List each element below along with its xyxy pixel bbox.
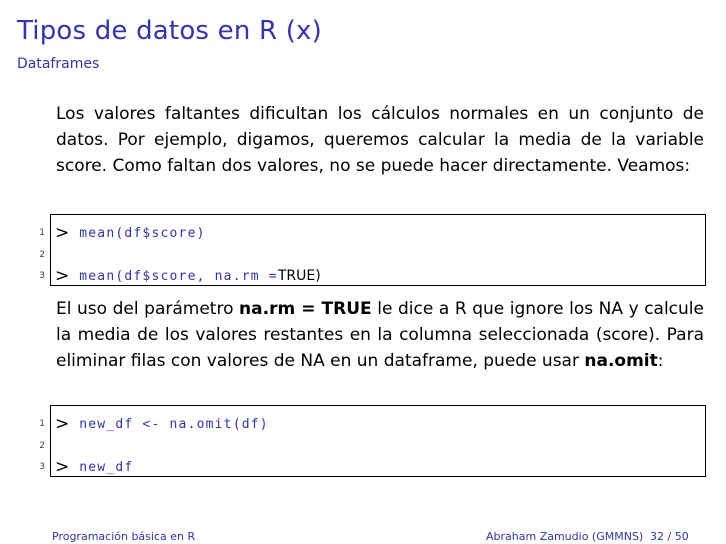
code-line [39, 413, 269, 435]
slide-subtitle: Dataframes [17, 56, 100, 72]
code-text: new_df [79, 459, 134, 475]
footer-course: Programación básica en R [52, 530, 196, 543]
line-number: 2 [39, 250, 45, 260]
text-part: : [657, 351, 664, 371]
slide-title: Tipos de datos en R (x) [17, 16, 322, 46]
line-number: 3 [39, 271, 45, 281]
footer-page-number: 32 / 50 [650, 530, 689, 543]
code-text: mean(df$score, na.rm = [79, 268, 278, 284]
line-number: 1 [39, 228, 45, 238]
line-number: 2 [39, 441, 45, 451]
code-text: mean(df$score) [79, 225, 206, 241]
code-line [39, 222, 206, 244]
footer-author: Abraham Zamudio (GMMNS) [486, 530, 644, 543]
text-part: le dice a R que ignore los NA y calcule la media de los valores restantes en la columna seleccionada (score). Para eliminar filas con valores de NA en un dataframe, puede usar [56, 299, 704, 371]
code-block-naomit [39, 405, 706, 477]
line-number: 3 [39, 462, 45, 472]
code-block-mean [39, 214, 706, 286]
paragraph-intro-text: Los valores faltantes dificultan los cálculos normales en un conjunto de datos. Por ejemplo, digamos, queremos calcular la media de la variable score. Como faltan dos valores, no se puede hacer directamente. Veamos: [56, 104, 704, 176]
code-text-true: TRUE) [277, 268, 321, 284]
text-part: El uso del parámetro [56, 299, 240, 319]
prompt-symbol: > [55, 457, 70, 477]
keyword-naomit: na.omit [584, 351, 658, 371]
prompt-symbol: > [55, 414, 70, 434]
code-text: new_df <- na.omit(df) [79, 416, 269, 432]
keyword-narm: na.rm = TRUE [239, 299, 372, 319]
code-line [39, 265, 321, 287]
prompt-symbol: > [55, 223, 70, 243]
paragraph-narm [56, 296, 704, 374]
paragraph-intro [56, 101, 704, 179]
paragraph-narm-text [56, 296, 704, 374]
code-line [39, 456, 134, 478]
prompt-symbol: > [55, 266, 70, 286]
line-number: 1 [39, 419, 45, 429]
